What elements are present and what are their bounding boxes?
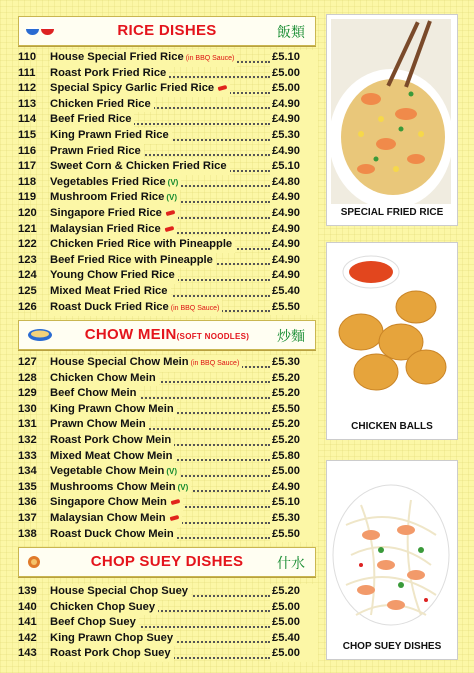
menu-item — [18, 386, 318, 402]
menu-item-price: £5.00 — [270, 66, 318, 82]
menu-item-price: £5.10 — [270, 50, 318, 66]
menu-item-name-group — [50, 527, 177, 543]
menu-item-price: £5.20 — [270, 433, 318, 449]
fried-rice-photo — [331, 19, 451, 204]
menu-item — [18, 355, 318, 371]
section-title — [19, 326, 315, 343]
menu-item-price: £4.90 — [270, 222, 318, 238]
menu-item-name: Mixed Meat Chow Mein — [50, 449, 173, 462]
menu-item-number: 140 — [18, 600, 37, 613]
menu-item-name-group — [50, 222, 177, 238]
menu-item-price: £5.20 — [270, 386, 318, 402]
menu-item-price: £5.30 — [270, 511, 318, 527]
menu-item-price: £5.50 — [270, 527, 318, 543]
menu-item — [18, 175, 318, 191]
menu-item-name: Mixed Meat Fried Rice — [50, 284, 168, 297]
menu-item-name: Roast Pork Fried Rice — [50, 66, 167, 79]
menu-item-name-group — [50, 268, 178, 284]
chili-icon — [166, 210, 176, 216]
section-chinese-title: 飯類 — [277, 25, 305, 41]
photo-special-fried-rice — [326, 14, 458, 226]
menu-item — [18, 50, 318, 66]
menu-item-name: Beef Fried Rice — [50, 113, 132, 126]
menu-item-number: 122 — [18, 238, 37, 251]
menu-item-name-group — [50, 66, 169, 82]
menu-item — [18, 495, 318, 511]
photo-caption: CHOP SUEY DISHES — [342, 641, 442, 652]
menu-item-name-group — [50, 402, 177, 418]
menu-item-name: Chicken Chow Mein — [50, 371, 156, 384]
menu-item-number: 138 — [18, 527, 37, 540]
rice-dishes-list — [18, 50, 318, 315]
menu-item-number: 134 — [18, 465, 37, 478]
menu-item-number: 127 — [18, 356, 37, 368]
vegetarian-mark: (V) — [167, 177, 179, 187]
section-subtitle: (SOFT NOODLES) — [176, 332, 250, 341]
menu-item-number: 114 — [18, 113, 37, 126]
section-chinese-title: 炒麵 — [277, 329, 305, 345]
section-title: RICE DISHES — [117, 22, 217, 39]
menu-item — [18, 112, 318, 128]
menu-item-name-group — [50, 631, 176, 647]
section-chinese-title: 什水 — [277, 556, 305, 572]
menu-item-name: Mushrooms Chow Mein — [50, 480, 176, 493]
menu-item-name-group — [50, 584, 191, 600]
menu-item-number: 136 — [18, 496, 37, 509]
menu-item-name: Chicken Fried Rice with Pineapple — [50, 238, 233, 251]
menu-item — [18, 464, 318, 480]
menu-item-price: £5.40 — [270, 631, 318, 647]
menu-item-name-group — [50, 600, 158, 616]
section-title-text: CHOW MEIN — [84, 326, 177, 343]
menu-item-price: £4.90 — [270, 190, 318, 206]
menu-item — [18, 527, 318, 543]
menu-item-price: £5.10 — [270, 159, 318, 175]
photo-chicken-balls — [326, 242, 458, 440]
menu-item-name-group — [50, 206, 178, 222]
menu-item-price: £4.80 — [270, 175, 318, 191]
menu-item-price: £5.50 — [270, 402, 318, 418]
menu-item-number: 128 — [18, 371, 37, 384]
menu-item-name-group — [50, 190, 180, 206]
menu-item-price: £5.20 — [270, 371, 318, 387]
menu-item-name: Mushroom Fried Rice — [50, 191, 165, 204]
menu-item-price: £4.90 — [270, 480, 318, 496]
menu-item — [18, 222, 318, 238]
menu-item-name: Malaysian Chow Mein — [50, 511, 166, 524]
menu-item-name: King Prawn Chop Suey — [50, 631, 174, 644]
photo-caption: SPECIAL FRIED RICE — [340, 207, 444, 218]
chili-icon — [164, 225, 174, 231]
menu-item-number: 125 — [18, 284, 37, 297]
menu-item-name: Prawn Chow Mein — [50, 418, 146, 431]
menu-item-number: 129 — [18, 387, 37, 400]
menu-item-name: Singapore Chow Mein — [50, 496, 167, 509]
menu-item-name-group — [50, 159, 230, 175]
menu-item-name-group — [50, 175, 181, 191]
menu-item-name: Malaysian Fried Rice — [50, 222, 161, 235]
menu-item-price: £5.80 — [270, 449, 318, 465]
menu-item — [18, 371, 318, 387]
menu-item-name: Vegetable Chow Mein — [50, 465, 165, 478]
menu-item-name-group — [50, 112, 134, 128]
menu-item-name: Roast Pork Chow Mein — [50, 433, 172, 446]
menu-item-price: £4.90 — [270, 112, 318, 128]
menu-item-number: 113 — [18, 97, 37, 110]
menu-item-name: Special Spicy Garlic Fried Rice — [50, 82, 215, 95]
menu-item-name-group — [50, 449, 175, 465]
menu-item-name-group — [50, 615, 139, 631]
menu-item-name-group — [50, 511, 182, 527]
chicken-balls-photo — [331, 247, 451, 417]
menu-item — [18, 66, 318, 82]
menu-item-number: 115 — [18, 128, 37, 141]
chop-suey-list — [18, 584, 318, 662]
menu-item — [18, 206, 318, 222]
menu-item-number: 124 — [18, 269, 37, 282]
menu-item-number: 121 — [18, 222, 37, 235]
menu-item-name: Singapore Fried Rice — [50, 206, 162, 219]
menu-item-price: £4.90 — [270, 268, 318, 284]
menu-item-price: £5.00 — [270, 600, 318, 616]
menu-item-name: Vegetables Fried Rice — [50, 175, 166, 188]
menu-item-number: 123 — [18, 253, 37, 266]
menu-item-price: £5.20 — [270, 417, 318, 433]
menu-item-price: £4.90 — [270, 253, 318, 269]
menu-item-name-group — [50, 128, 172, 144]
menu-item-name-group — [50, 253, 216, 269]
menu-item-name: King Prawn Chow Mein — [50, 402, 174, 415]
menu-item-price: £5.50 — [270, 300, 318, 316]
chop-suey-photo — [331, 465, 451, 637]
menu-item-name-group — [50, 50, 237, 67]
menu-item-name-group — [50, 81, 230, 97]
menu-item-price: £5.40 — [270, 284, 318, 300]
menu-item — [18, 402, 318, 418]
menu-item — [18, 81, 318, 97]
menu-item-price: £4.90 — [270, 206, 318, 222]
vegetarian-mark: (V) — [166, 193, 178, 203]
menu-item-name-group — [50, 417, 149, 433]
menu-item-name: House Special Chow Mein — [50, 356, 189, 368]
menu-item-number: 119 — [18, 191, 37, 204]
menu-item-number: 112 — [18, 82, 37, 95]
menu-item-price: £4.90 — [270, 237, 318, 253]
menu-item — [18, 268, 318, 284]
menu-item — [18, 433, 318, 449]
menu-item-number: 137 — [18, 511, 37, 524]
menu-item-name: Young Chow Fried Rice — [50, 269, 175, 282]
photo-caption: CHICKEN BALLS — [351, 421, 433, 432]
menu-item — [18, 284, 318, 300]
menu-item — [18, 97, 318, 113]
menu-item-price: £5.00 — [270, 464, 318, 480]
chili-icon — [218, 85, 228, 91]
menu-item — [18, 584, 318, 600]
menu-item — [18, 631, 318, 647]
menu-item-price: £5.20 — [270, 584, 318, 600]
menu-item-name-group — [50, 646, 174, 662]
menu-item-number: 142 — [18, 631, 37, 644]
menu-item-number: 143 — [18, 647, 37, 660]
menu-item — [18, 190, 318, 206]
menu-item-name: House Special Chop Suey — [50, 585, 189, 597]
menu-item-number: 110 — [18, 51, 37, 63]
menu-item — [18, 449, 318, 465]
menu-item-number: 116 — [18, 144, 37, 157]
menu-item-note: (in BBQ Sauce) — [190, 360, 240, 367]
section-header-rice — [18, 16, 316, 46]
menu-item-name-group — [50, 355, 242, 372]
menu-item-number: 130 — [18, 402, 37, 415]
chili-icon — [169, 515, 179, 521]
menu-item — [18, 128, 318, 144]
menu-item-number: 132 — [18, 433, 37, 446]
menu-item-name: Beef Fried Rice with Pineapple — [50, 253, 213, 266]
menu-item — [18, 159, 318, 175]
menu-item-name: Chicken Chop Suey — [50, 600, 156, 613]
menu-item-name-group — [50, 464, 180, 480]
menu-item-note: (in BBQ Sauce) — [185, 55, 235, 62]
menu-item-price: £4.90 — [270, 144, 318, 160]
menu-item — [18, 600, 318, 616]
menu-item-number: 126 — [18, 300, 37, 313]
menu-item-number: 120 — [18, 206, 37, 219]
menu-item — [18, 300, 318, 316]
vegetarian-mark: (V) — [177, 482, 189, 492]
photo-chop-suey — [326, 460, 458, 660]
section-header-chop-suey — [18, 547, 316, 577]
chow-mein-list — [18, 355, 318, 542]
section-title: CHOP SUEY DISHES — [90, 553, 244, 570]
menu-item-name-group — [50, 300, 222, 317]
menu-item-number: 131 — [18, 418, 37, 431]
menu-item-number: 133 — [18, 449, 37, 462]
menu-item — [18, 253, 318, 269]
menu-item-name: Beef Chop Suey — [50, 616, 136, 629]
menu-item-name: Roast Pork Chop Suey — [50, 647, 171, 660]
menu-item-name-group — [50, 495, 183, 511]
menu-item — [18, 646, 318, 662]
menu-item-number: 118 — [18, 175, 37, 188]
menu-item-name-group — [50, 284, 171, 300]
menu-item-name-group — [50, 480, 191, 496]
chili-icon — [170, 499, 180, 505]
menu-item-name: Beef Chow Mein — [50, 387, 137, 400]
vegetarian-mark: (V) — [166, 467, 178, 477]
menu-item-name-group — [50, 237, 235, 253]
menu-item-name-group — [50, 386, 139, 402]
menu-item-name-group — [50, 371, 159, 387]
menu-item-number: 117 — [18, 160, 37, 173]
menu-item-number: 141 — [18, 616, 37, 629]
menu-item-price: £5.30 — [270, 128, 318, 144]
menu-item — [18, 417, 318, 433]
menu-item-number: 111 — [18, 66, 36, 79]
menu-item-price: £4.90 — [270, 97, 318, 113]
menu-item-name-group — [50, 433, 174, 449]
menu-item — [18, 144, 318, 160]
menu-item-name: Roast Duck Fried Rice — [50, 300, 169, 313]
menu-item-price: £5.30 — [270, 355, 318, 371]
menu-item-name: Roast Duck Chow Mein — [50, 527, 174, 540]
menu-item — [18, 615, 318, 631]
menu-item — [18, 480, 318, 496]
menu-item — [18, 511, 318, 527]
menu-item-number: 139 — [18, 585, 37, 597]
menu-item-name-group — [50, 97, 154, 113]
menu-item-name: Sweet Corn & Chicken Fried Rice — [50, 160, 227, 173]
menu-item-name: King Prawn Fried Rice — [50, 128, 169, 141]
menu-item-name: Prawn Fried Rice — [50, 144, 141, 157]
menu-item-note: (in BBQ Sauce) — [170, 304, 220, 312]
menu-item-price: £5.10 — [270, 495, 318, 511]
menu-item-price: £5.00 — [270, 81, 318, 97]
menu-item-name: Chicken Fried Rice — [50, 97, 151, 110]
menu-item-price: £5.00 — [270, 615, 318, 631]
menu-item — [18, 237, 318, 253]
section-header-chow-mein — [18, 320, 316, 350]
menu-item-name-group — [50, 144, 144, 160]
menu-item-name: House Special Fried Rice — [50, 51, 184, 63]
menu-item-price: £5.00 — [270, 646, 318, 662]
menu-item-number: 135 — [18, 480, 37, 493]
